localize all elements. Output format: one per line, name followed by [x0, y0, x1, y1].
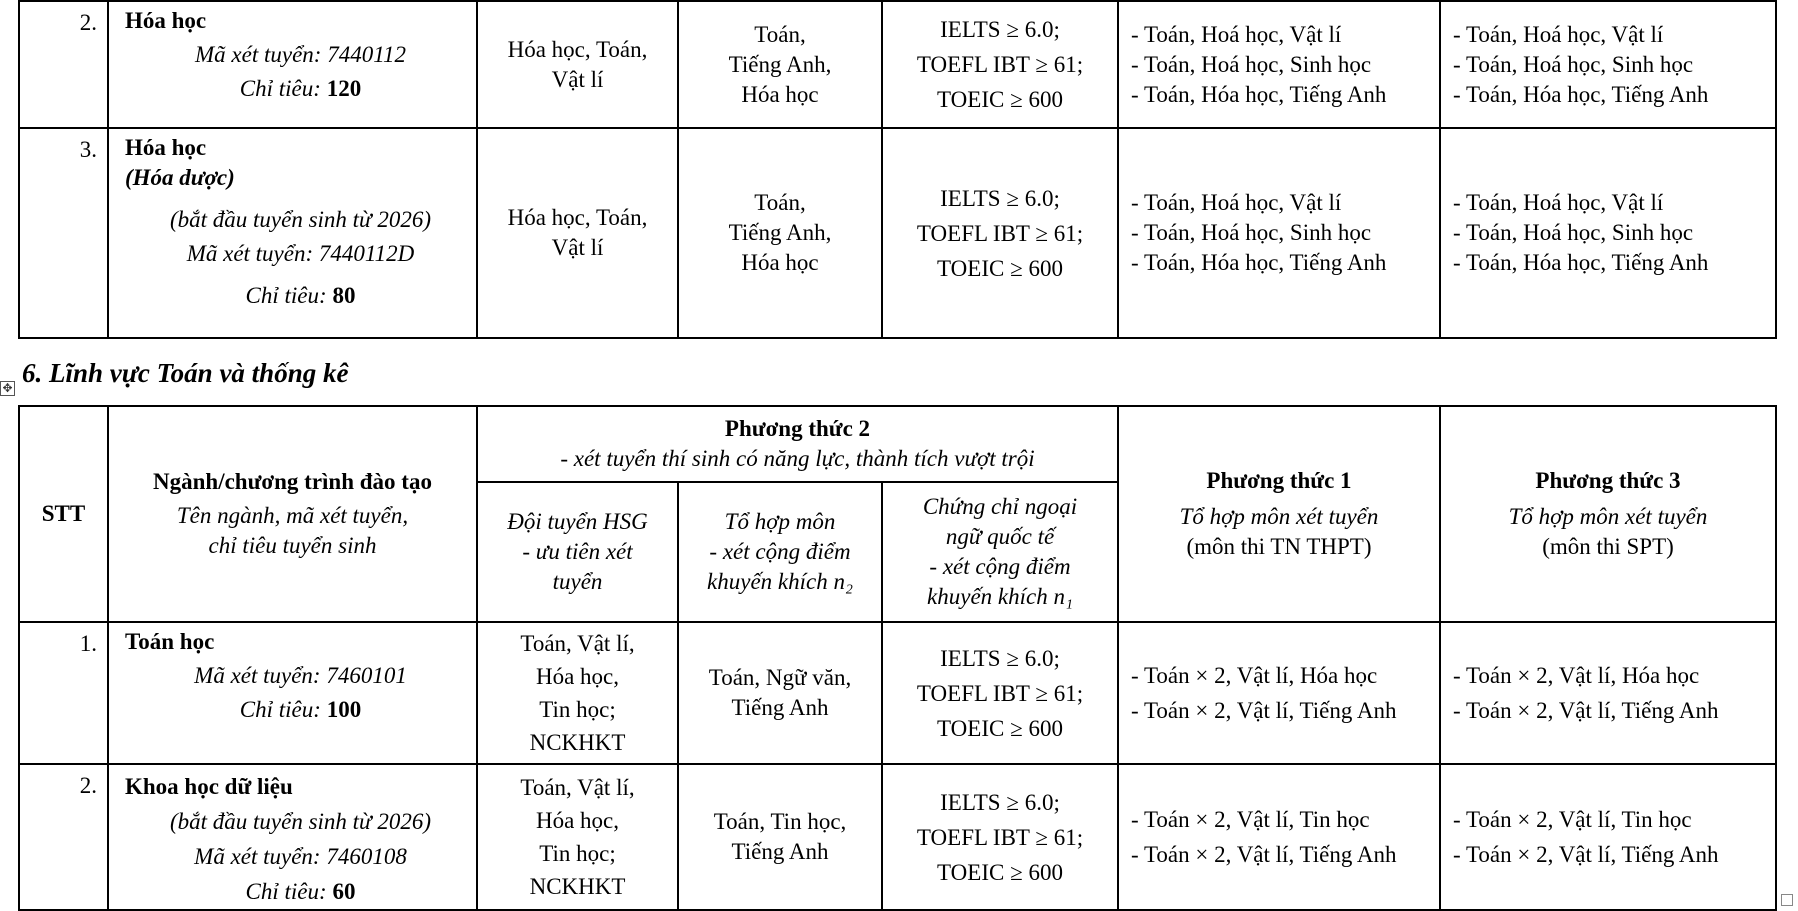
method3-cell — [1440, 764, 1776, 910]
subject-combo-cell — [678, 1, 882, 128]
hsg-line: Hóa học, — [535, 664, 620, 689]
method3-cell — [1440, 622, 1776, 764]
program-header-title: Ngành/chương trình đào tạo — [153, 469, 432, 494]
cert-line: TOEFL IBT ≥ 61; — [916, 220, 1084, 246]
method3-line: - Toán × 2, Vật lí, Tin học — [1453, 807, 1692, 832]
hsg-line: NCKHKT — [529, 874, 626, 899]
hsg-line: Vật lí — [551, 235, 604, 260]
cert-line: IELTS ≥ 6.0; — [940, 645, 1060, 671]
program-note: (bắt đầu tuyển sinh từ 2026) — [169, 207, 432, 232]
method3-line: - Toán × 2, Vật lí, Tiếng Anh — [1453, 698, 1719, 723]
method3-header-sub: Tổ hợp môn xét tuyển — [1508, 504, 1708, 529]
combo-line: Tiếng Anh — [731, 695, 829, 720]
combo-line: Toán, Ngữ văn, — [708, 665, 852, 690]
subject-combo-header — [678, 482, 882, 622]
math-statistics-programs-table — [18, 405, 1777, 911]
table-resize-handle[interactable] — [1781, 894, 1793, 906]
program-quota: Chỉ tiêu: 100 — [239, 697, 362, 722]
method3-header-title: Phương thức 3 — [1535, 468, 1681, 493]
program-subname: (Hóa dược) — [125, 165, 235, 190]
cert-header-line: Chứng chỉ ngoại — [922, 494, 1078, 519]
method1-line: - Toán, Hóa học, Tiếng Anh — [1131, 250, 1387, 275]
method2-header-sub: - xét tuyển thí sinh có năng lực, thành tích vượt trội — [560, 446, 1035, 471]
program-header — [108, 406, 477, 622]
cert-line: TOEIC ≥ 600 — [937, 859, 1063, 885]
cert-line: TOEFL IBT ≥ 61; — [916, 824, 1084, 850]
program-cell — [108, 764, 477, 910]
combo-header-line: - xét cộng điểm — [709, 539, 851, 564]
method1-cell — [1118, 128, 1440, 338]
hsg-header — [477, 482, 678, 622]
combo-line: Toán, Tin học, — [713, 809, 847, 834]
hsg-line: Tin học; — [539, 841, 616, 866]
program-name: Toán học — [125, 629, 215, 654]
cert-line: IELTS ≥ 6.0; — [940, 789, 1060, 815]
row-number: 3. — [19, 128, 108, 338]
table-row — [19, 764, 1776, 910]
method3-line: - Toán × 2, Vật lí, Hóa học — [1453, 663, 1700, 688]
method3-header-sub: (môn thi SPT) — [1542, 534, 1674, 559]
language-cert-cell — [882, 1, 1118, 128]
row-number: 1. — [19, 622, 108, 764]
subject-combo-cell — [678, 128, 882, 338]
method3-line: - Toán, Hóa học, Tiếng Anh — [1453, 250, 1709, 275]
cert-line: TOEIC ≥ 600 — [937, 715, 1063, 741]
program-name: Khoa học dữ liệu — [125, 774, 293, 799]
section-heading: 6. Lĩnh vực Toán và thống kê — [22, 358, 349, 388]
stt-header: STT — [19, 406, 108, 622]
method1-cell — [1118, 1, 1440, 128]
table-row — [19, 128, 1776, 338]
method1-header — [1118, 406, 1440, 622]
program-quota: Chỉ tiêu: 80 — [245, 283, 356, 308]
program-code: Mã xét tuyển: 7440112 — [195, 42, 406, 67]
hsg-cell — [477, 1, 678, 128]
hsg-line: Hóa học, Toán, — [507, 205, 648, 230]
program-name: Hóa học — [125, 135, 207, 160]
program-cell — [108, 128, 477, 338]
chemistry-programs-table — [18, 0, 1777, 339]
hsg-line: Hóa học, Toán, — [507, 36, 648, 62]
combo-header-line: khuyến khích n₂ — [707, 569, 853, 594]
program-header-sub: Tên ngành, mã xét tuyển, — [176, 503, 409, 528]
combo-line: Hóa học — [741, 250, 819, 275]
hsg-line: Vật lí — [551, 66, 604, 92]
cert-line: TOEFL IBT ≥ 61; — [916, 680, 1084, 706]
method1-header-sub: (môn thi TN THPT) — [1186, 534, 1372, 559]
hsg-line: Tin học; — [539, 697, 616, 722]
method1-header-title: Phương thức 1 — [1206, 468, 1352, 493]
method3-header — [1440, 406, 1776, 622]
hsg-line: Hóa học, — [535, 808, 620, 833]
table-row — [19, 622, 1776, 764]
method1-line: - Toán × 2, Vật lí, Tiếng Anh — [1131, 842, 1397, 867]
hsg-cell — [477, 764, 678, 910]
hsg-header-line: tuyển — [552, 569, 603, 594]
method3-line: - Toán, Hoá học, Sinh học — [1453, 51, 1694, 77]
method3-line: - Toán, Hóa học, Tiếng Anh — [1453, 81, 1709, 107]
method3-line: - Toán, Hoá học, Sinh học — [1453, 220, 1694, 245]
program-quota: Chỉ tiêu: 60 — [245, 879, 356, 904]
method1-line: - Toán, Hóa học, Tiếng Anh — [1131, 81, 1387, 107]
method1-line: - Toán × 2, Vật lí, Hóa học — [1131, 663, 1378, 688]
method3-line: - Toán, Hoá học, Vật lí — [1453, 190, 1664, 215]
language-cert-header — [882, 482, 1118, 622]
cert-line: TOEFL IBT ≥ 61; — [916, 52, 1084, 77]
method1-cell — [1118, 764, 1440, 910]
method3-cell — [1440, 128, 1776, 338]
method1-line: - Toán, Hoá học, Sinh học — [1131, 51, 1372, 77]
cert-line: IELTS ≥ 6.0; — [940, 17, 1060, 42]
method1-line: - Toán, Hoá học, Vật lí — [1131, 190, 1342, 215]
cert-line: TOEIC ≥ 600 — [937, 255, 1063, 281]
cert-line: TOEIC ≥ 600 — [937, 87, 1063, 112]
hsg-cell — [477, 622, 678, 764]
method2-header-title: Phương thức 2 — [724, 416, 871, 441]
program-header-sub: chỉ tiêu tuyển sinh — [208, 533, 377, 558]
program-code: Mã xét tuyển: 7460101 — [194, 663, 407, 688]
row-number: 2. — [19, 1, 108, 128]
hsg-header-line: Đội tuyển HSG — [507, 509, 648, 534]
combo-line: Tiếng Anh, — [728, 220, 832, 245]
method3-line: - Toán × 2, Vật lí, Tiếng Anh — [1453, 842, 1719, 867]
method1-line: - Toán, Hoá học, Vật lí — [1131, 21, 1342, 47]
method1-header-sub: Tổ hợp môn xét tuyển — [1179, 504, 1379, 529]
method1-cell — [1118, 622, 1440, 764]
cert-header-line: khuyến khích n₁ — [927, 584, 1073, 609]
program-quota: Chỉ tiêu: 120 — [239, 76, 362, 101]
combo-line: Tiếng Anh — [731, 839, 829, 864]
hsg-header-line: - ưu tiên xét — [522, 539, 633, 564]
program-code: Mã xét tuyển: 7440112D — [186, 241, 415, 266]
hsg-line: Toán, Vật lí, — [520, 775, 635, 800]
method1-line: - Toán, Hoá học, Sinh học — [1131, 220, 1372, 245]
subject-combo-cell — [678, 764, 882, 910]
combo-line: Toán, — [754, 21, 806, 47]
row-number: 2. — [19, 764, 108, 910]
combo-line: Tiếng Anh, — [728, 51, 832, 77]
combo-line: Toán, — [754, 190, 806, 215]
method1-line: - Toán × 2, Vật lí, Tiếng Anh — [1131, 698, 1397, 723]
language-cert-cell — [882, 622, 1118, 764]
hsg-cell — [477, 128, 678, 338]
method3-cell — [1440, 1, 1776, 128]
combo-line: Hóa học — [741, 81, 819, 107]
header-row — [19, 406, 1776, 482]
program-cell — [108, 622, 477, 764]
cert-line: IELTS ≥ 6.0; — [940, 185, 1060, 211]
hsg-line: Toán, Vật lí, — [520, 631, 635, 656]
cert-header-line: - xét cộng điểm — [929, 554, 1071, 579]
program-name: Hóa học — [125, 8, 207, 33]
cert-header-line: ngữ quốc tế — [945, 524, 1055, 549]
method3-line: - Toán, Hoá học, Vật lí — [1453, 21, 1664, 47]
table-row — [19, 1, 1776, 128]
method1-line: - Toán × 2, Vật lí, Tin học — [1131, 807, 1370, 832]
combo-header-line: Tổ hợp môn — [724, 509, 836, 534]
table-move-handle-icon[interactable]: ✥ — [0, 381, 15, 396]
hsg-line: NCKHKT — [529, 730, 626, 755]
method2-header — [477, 406, 1118, 482]
subject-combo-cell — [678, 622, 882, 764]
language-cert-cell — [882, 764, 1118, 910]
program-cell — [108, 1, 477, 128]
program-code: Mã xét tuyển: 7460108 — [194, 844, 407, 869]
program-note: (bắt đầu tuyển sinh từ 2026) — [169, 809, 432, 834]
language-cert-cell — [882, 128, 1118, 338]
